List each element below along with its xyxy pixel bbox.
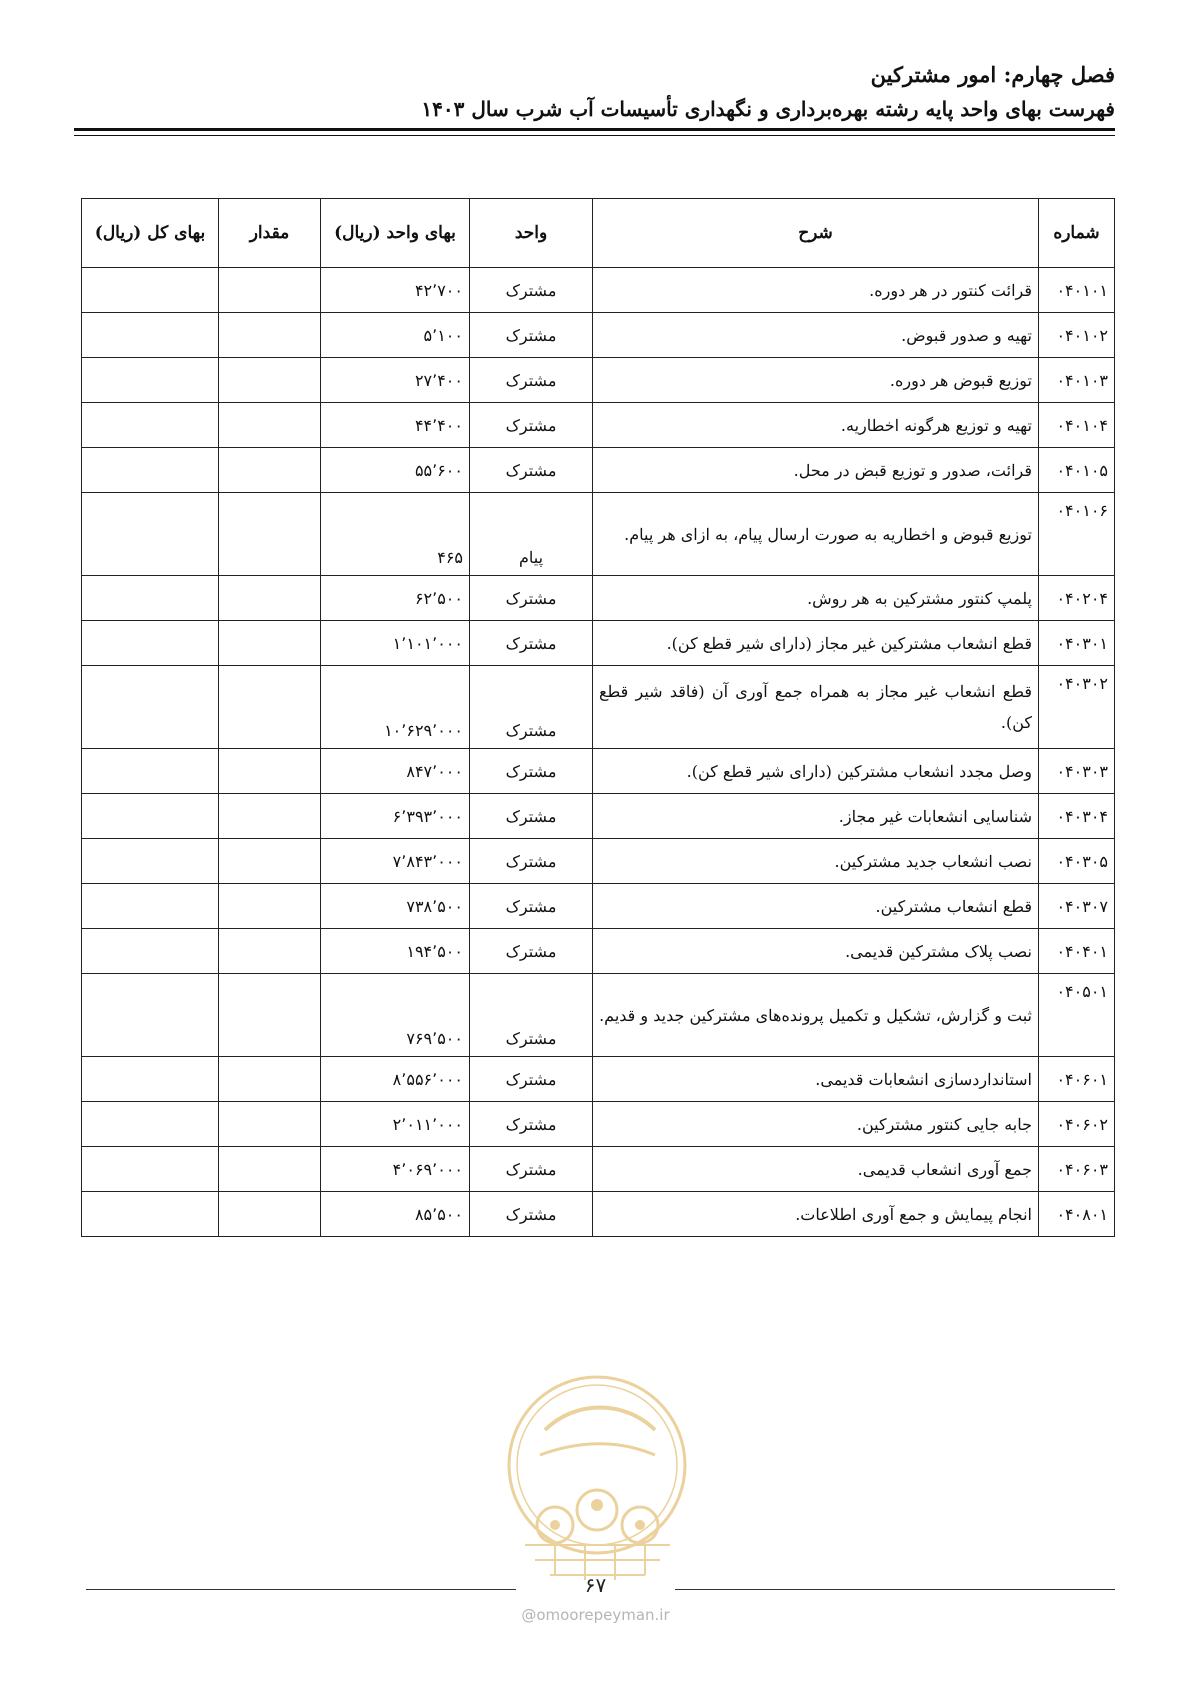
cell-description: قرائت، صدور و توزیع قبض در محل. (593, 448, 1039, 493)
cell-unit: مشترک (470, 576, 593, 621)
table-row (82, 794, 1115, 839)
cell-total-price (82, 403, 219, 448)
table-row (82, 493, 1115, 576)
cell-total-price (82, 268, 219, 313)
cell-code: ۰۴۰۱۰۲ (1039, 313, 1115, 358)
cell-unit: مشترک (470, 1192, 593, 1237)
cell-total-price (82, 884, 219, 929)
cell-unit: مشترک (470, 313, 593, 358)
cell-unit-price: ۴۶۵ (321, 493, 470, 576)
cell-quantity (219, 493, 321, 576)
table-row (82, 666, 1115, 749)
header-description: شرح (593, 199, 1039, 268)
cell-description: تهیه و صدور قبوض. (593, 313, 1039, 358)
cell-quantity (219, 313, 321, 358)
cell-quantity (219, 268, 321, 313)
cell-description: قطع انشعاب غیر مجاز به همراه جمع آوری آن (فاقد شیر قطع کن). (593, 666, 1039, 749)
cell-total-price (82, 621, 219, 666)
cell-unit-price: ۷٬۸۴۳٬۰۰۰ (321, 839, 470, 884)
cell-total-price (82, 1147, 219, 1192)
cell-total-price (82, 794, 219, 839)
cell-total-price (82, 313, 219, 358)
cell-code: ۰۴۰۲۰۴ (1039, 576, 1115, 621)
document-title: فهرست بهای واحد پایه رشته بهره‌برداری و نگهداری تأسیسات آب شرب سال ۱۴۰۳ (421, 97, 1115, 121)
cell-total-price (82, 749, 219, 794)
table-row (82, 358, 1115, 403)
cell-code: ۰۴۰۱۰۱ (1039, 268, 1115, 313)
cell-unit: مشترک (470, 403, 593, 448)
cell-unit-price: ۴۲٬۷۰۰ (321, 268, 470, 313)
cell-unit: مشترک (470, 621, 593, 666)
cell-quantity (219, 974, 321, 1057)
cell-unit-price: ۱٬۱۰۱٬۰۰۰ (321, 621, 470, 666)
table-row (82, 974, 1115, 1057)
cell-unit-price: ۴٬۰۶۹٬۰۰۰ (321, 1147, 470, 1192)
cell-description: انجام پیمایش و جمع آوری اطلاعات. (593, 1192, 1039, 1237)
table-row (82, 313, 1115, 358)
cell-total-price (82, 974, 219, 1057)
cell-unit-price: ۶٬۳۹۳٬۰۰۰ (321, 794, 470, 839)
cell-description: ثبت و گزارش، تشکیل و تکمیل پرونده‌های مشترکین جدید و قدیم. (593, 974, 1039, 1057)
cell-total-price (82, 358, 219, 403)
header-code: شماره (1039, 199, 1115, 268)
table-row (82, 268, 1115, 313)
cell-code: ۰۴۰۳۰۳ (1039, 749, 1115, 794)
cell-code: ۰۴۰۴۰۱ (1039, 929, 1115, 974)
cell-total-price (82, 1192, 219, 1237)
cell-unit: مشترک (470, 268, 593, 313)
cell-code: ۰۴۰۳۰۱ (1039, 621, 1115, 666)
header-rule-thin (74, 135, 1115, 136)
table-row (82, 621, 1115, 666)
price-table (81, 198, 1115, 1237)
cell-code: ۰۴۰۳۰۵ (1039, 839, 1115, 884)
cell-quantity (219, 1102, 321, 1147)
cell-quantity (219, 749, 321, 794)
table-row (82, 576, 1115, 621)
cell-description: جمع آوری انشعاب قدیمی. (593, 1147, 1039, 1192)
cell-description: پلمپ کنتور مشترکین به هر روش. (593, 576, 1039, 621)
cell-quantity (219, 1147, 321, 1192)
cell-quantity (219, 666, 321, 749)
cell-unit: مشترک (470, 358, 593, 403)
cell-quantity (219, 839, 321, 884)
chapter-title: فصل چهارم: امور مشترکین (870, 62, 1115, 87)
cell-description: نصب پلاک مشترکین قدیمی. (593, 929, 1039, 974)
cell-unit-price: ۴۴٬۴۰۰ (321, 403, 470, 448)
cell-code: ۰۴۰۶۰۳ (1039, 1147, 1115, 1192)
cell-code: ۰۴۰۱۰۴ (1039, 403, 1115, 448)
cell-unit-price: ۲۷٬۴۰۰ (321, 358, 470, 403)
cell-code: ۰۴۰۱۰۳ (1039, 358, 1115, 403)
cell-quantity (219, 1192, 321, 1237)
footer-rule-right (675, 1589, 1115, 1590)
cell-description: شناسایی انشعابات غیر مجاز. (593, 794, 1039, 839)
header-unit: واحد (470, 199, 593, 268)
table-row (82, 1192, 1115, 1237)
footer-rule-left (86, 1589, 516, 1590)
page-header (76, 58, 1115, 126)
table-body (82, 268, 1115, 1237)
cell-code: ۰۴۰۳۰۴ (1039, 794, 1115, 839)
cell-code: ۰۴۰۱۰۶ (1039, 493, 1115, 576)
cell-description: توزیع قبوض و اخطاریه به صورت ارسال پیام، به ازای هر پیام. (593, 493, 1039, 576)
cell-quantity (219, 403, 321, 448)
cell-description: توزیع قبوض هر دوره. (593, 358, 1039, 403)
table-row (82, 1102, 1115, 1147)
cell-unit: مشترک (470, 929, 593, 974)
cell-total-price (82, 666, 219, 749)
cell-quantity (219, 358, 321, 403)
cell-total-price (82, 839, 219, 884)
website-link[interactable]: @omoorepeyman.ir (521, 1606, 670, 1624)
table-row (82, 403, 1115, 448)
cell-code: ۰۴۰۶۰۲ (1039, 1102, 1115, 1147)
cell-unit-price: ۶۲٬۵۰۰ (321, 576, 470, 621)
cell-total-price (82, 493, 219, 576)
cell-unit: مشترک (470, 448, 593, 493)
cell-description: قطع انشعاب مشترکین. (593, 884, 1039, 929)
cell-description: نصب انشعاب جدید مشترکین. (593, 839, 1039, 884)
cell-description: استانداردسازی انشعابات قدیمی. (593, 1057, 1039, 1102)
cell-quantity (219, 448, 321, 493)
page-number: ۶۷ (584, 1573, 607, 1597)
cell-description: قطع انشعاب مشترکین غیر مجاز (دارای شیر قطع کن). (593, 621, 1039, 666)
cell-total-price (82, 929, 219, 974)
cell-unit-price: ۲٬۰۱۱٬۰۰۰ (321, 1102, 470, 1147)
cell-code: ۰۴۰۸۰۱ (1039, 1192, 1115, 1237)
table-row (82, 448, 1115, 493)
cell-unit: مشترک (470, 1057, 593, 1102)
cell-code: ۰۴۰۳۰۲ (1039, 666, 1115, 749)
cell-total-price (82, 448, 219, 493)
cell-unit-price: ۵٬۱۰۰ (321, 313, 470, 358)
cell-unit: مشترک (470, 794, 593, 839)
header-rule-thick (74, 128, 1115, 131)
cell-unit-price: ۸۴۷٬۰۰۰ (321, 749, 470, 794)
table-row (82, 884, 1115, 929)
cell-unit: مشترک (470, 839, 593, 884)
cell-quantity (219, 621, 321, 666)
cell-code: ۰۴۰۳۰۷ (1039, 884, 1115, 929)
cell-quantity (219, 576, 321, 621)
cell-unit-price: ۷۶۹٬۵۰۰ (321, 974, 470, 1057)
cell-unit: مشترک (470, 974, 593, 1057)
cell-description: جابه جایی کنتور مشترکین. (593, 1102, 1039, 1147)
cell-quantity (219, 1057, 321, 1102)
cell-unit: مشترک (470, 666, 593, 749)
table-row (82, 749, 1115, 794)
cell-code: ۰۴۰۱۰۵ (1039, 448, 1115, 493)
cell-description: قرائت کنتور در هر دوره. (593, 268, 1039, 313)
cell-total-price (82, 576, 219, 621)
cell-description: وصل مجدد انشعاب مشترکین (دارای شیر قطع کن). (593, 749, 1039, 794)
table-row (82, 1057, 1115, 1102)
cell-unit-price: ۷۳۸٬۵۰۰ (321, 884, 470, 929)
cell-quantity (219, 794, 321, 839)
cell-unit-price: ۸٬۵۵۶٬۰۰۰ (321, 1057, 470, 1102)
cell-quantity (219, 929, 321, 974)
cell-unit-price: ۸۵٬۵۰۰ (321, 1192, 470, 1237)
cell-unit: پیام (470, 493, 593, 576)
cell-unit: مشترک (470, 884, 593, 929)
cell-unit-price: ۱۹۴٬۵۰۰ (321, 929, 470, 974)
cell-unit: مشترک (470, 749, 593, 794)
cell-description: تهیه و توزیع هرگونه اخطاریه. (593, 403, 1039, 448)
table-header-row (82, 199, 1115, 268)
omoorepeyman-logo-watermark (505, 1360, 690, 1590)
table-row (82, 929, 1115, 974)
cell-unit-price: ۵۵٬۶۰۰ (321, 448, 470, 493)
header-unit-price: بهای واحد (ریال) (321, 199, 470, 268)
cell-unit: مشترک (470, 1102, 593, 1147)
cell-quantity (219, 884, 321, 929)
cell-unit: مشترک (470, 1147, 593, 1192)
cell-total-price (82, 1057, 219, 1102)
header-quantity: مقدار (219, 199, 321, 268)
cell-total-price (82, 1102, 219, 1147)
table-row (82, 1147, 1115, 1192)
cell-code: ۰۴۰۵۰۱ (1039, 974, 1115, 1057)
table-row (82, 839, 1115, 884)
header-total-price: بهای کل (ریال) (82, 199, 219, 268)
cell-code: ۰۴۰۶۰۱ (1039, 1057, 1115, 1102)
cell-unit-price: ۱۰٬۶۲۹٬۰۰۰ (321, 666, 470, 749)
